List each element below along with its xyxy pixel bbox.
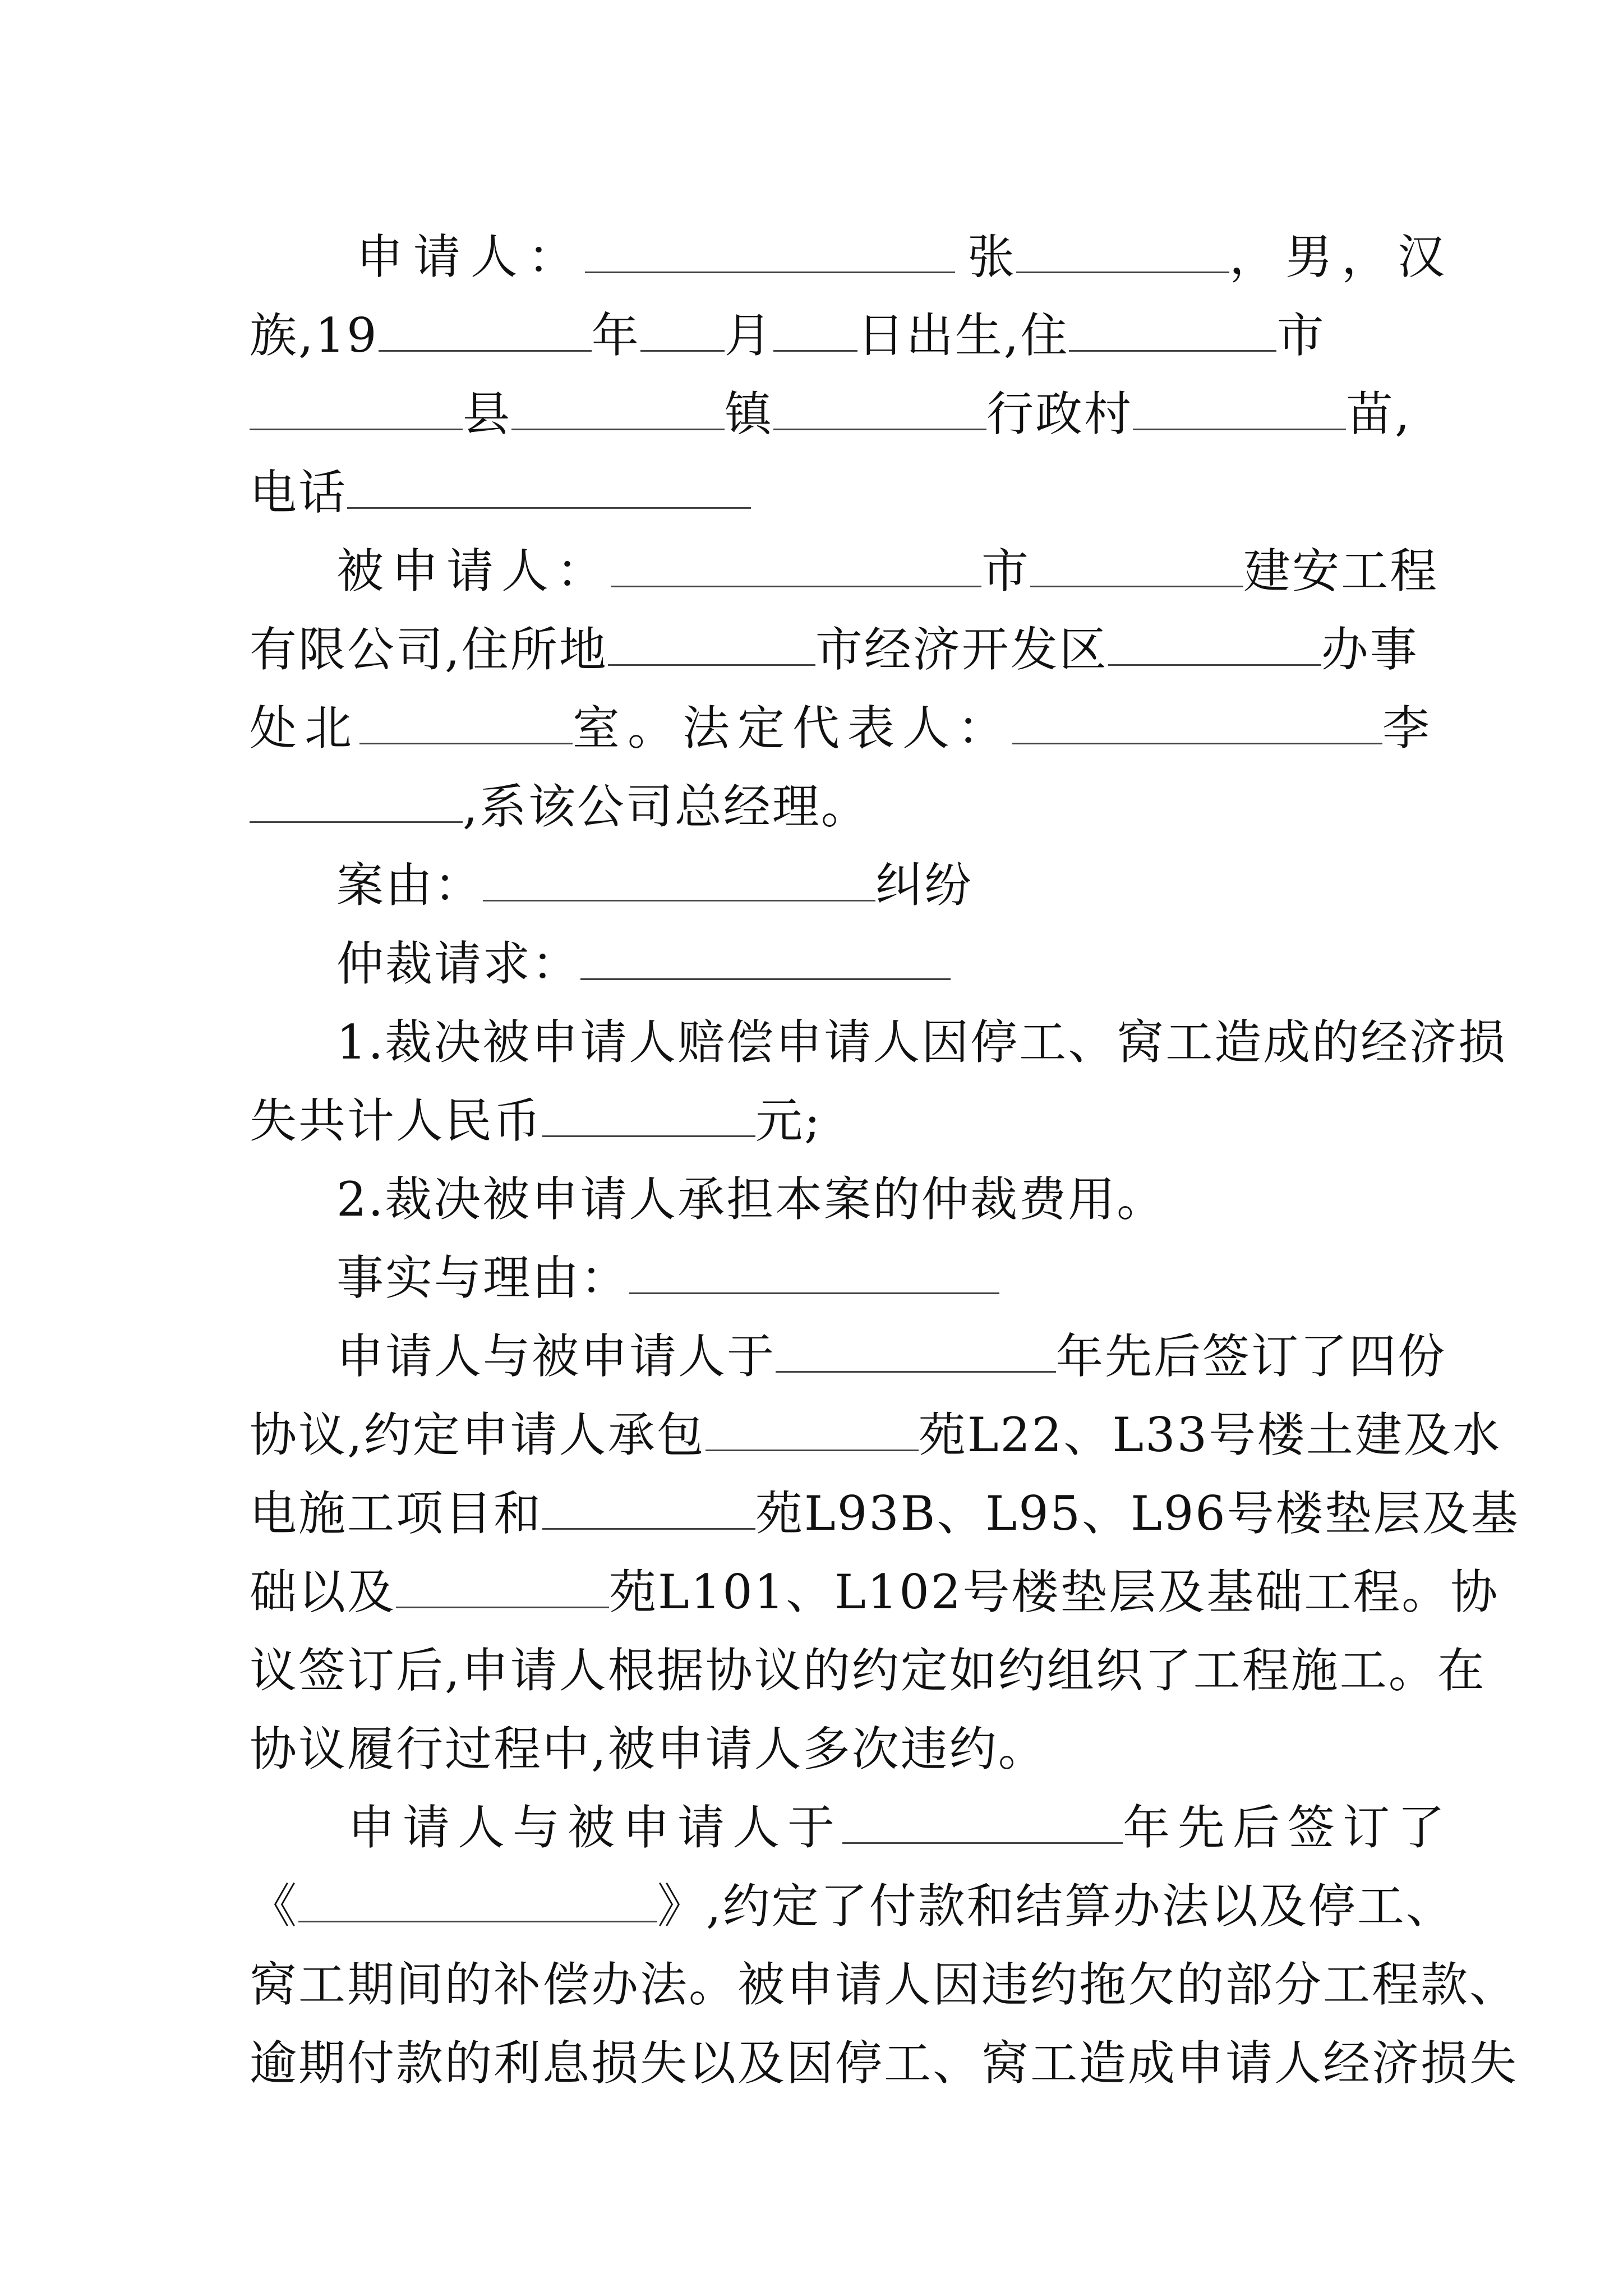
facts-line-3 xyxy=(250,1474,1520,1553)
facts-line-1 xyxy=(250,1317,1447,1396)
blank xyxy=(511,392,725,430)
text: 苗, xyxy=(1346,386,1412,441)
text: 申请人与被申请人于 xyxy=(336,1329,776,1384)
text: 镇 xyxy=(725,386,774,441)
text: 协议履行过程中,被申请人多次违约。 xyxy=(250,1722,1047,1777)
blank xyxy=(1030,549,1243,587)
text: 》,约定了付款和结算办法以及停工、 xyxy=(657,1879,1455,1934)
claim-2-line xyxy=(250,1160,1394,1239)
text: 市 xyxy=(1276,308,1326,363)
blank xyxy=(611,549,981,587)
blank xyxy=(298,1884,657,1922)
text: 电施工项目和 xyxy=(250,1486,543,1541)
text: 处北 xyxy=(250,701,360,756)
text: 1.裁决被申请人赔偿申请人因停工、窝工造成的经济损 xyxy=(336,1015,1507,1070)
claim-1-line-1 xyxy=(250,1003,1507,1082)
respondent-line-2 xyxy=(250,610,1419,689)
respondent-line-4 xyxy=(250,767,1394,846)
text: 有限公司,住所地 xyxy=(250,622,608,677)
blank xyxy=(396,1570,609,1608)
facts-heading xyxy=(250,1239,1394,1317)
text: 《 xyxy=(250,1879,299,1934)
text: ，男，汉 xyxy=(1229,229,1454,284)
blank xyxy=(1069,313,1276,352)
text: 办事 xyxy=(1321,622,1419,677)
blank xyxy=(842,1805,1123,1844)
text: 年 xyxy=(591,308,640,363)
claim-1-line-2 xyxy=(250,1082,1394,1160)
facts-line-4 xyxy=(250,1553,1500,1631)
facts-line-9 xyxy=(250,1945,1519,2024)
text: 础以及 xyxy=(250,1565,396,1619)
facts-line-6 xyxy=(250,1710,1394,1788)
blank xyxy=(250,392,463,430)
blank xyxy=(580,941,951,980)
blank xyxy=(776,1334,1056,1373)
blank xyxy=(359,706,573,744)
text: 李 xyxy=(1382,701,1432,756)
text: 元; xyxy=(755,1093,822,1148)
cause-label: 案由： xyxy=(336,858,483,913)
text: 苑L93B、L95、L96号楼垫层及基 xyxy=(755,1486,1520,1541)
text: 苑L22、L33号楼土建及水 xyxy=(918,1407,1502,1462)
respondent-label: 被申请人： xyxy=(336,544,612,599)
text: 2.裁决被申请人承担本案的仲裁费用。 xyxy=(336,1172,1166,1227)
facts-line-7 xyxy=(250,1788,1453,1867)
text: 市 xyxy=(981,544,1031,599)
text: 年先后签订了 xyxy=(1123,1800,1453,1855)
applicant-line-4 xyxy=(250,453,1394,532)
text: 申请人与被申请人于 xyxy=(348,1800,843,1855)
claims-heading xyxy=(250,924,1394,1003)
facts-line-8 xyxy=(250,1867,1455,1945)
text: 纠纷 xyxy=(875,858,974,913)
applicant-line-1 xyxy=(250,218,1454,296)
claims-label: 仲裁请求： xyxy=(336,936,581,991)
text: 月 xyxy=(724,308,773,363)
respondent-line-1 xyxy=(250,532,1439,610)
text: 市经济开发区 xyxy=(815,622,1108,677)
blank xyxy=(542,1491,755,1530)
cause-line xyxy=(250,846,1394,924)
blank xyxy=(773,392,986,430)
blank xyxy=(640,313,725,352)
blank xyxy=(773,313,857,352)
text: 电话 xyxy=(250,465,348,520)
blank xyxy=(706,1412,919,1451)
blank xyxy=(483,863,875,901)
text: 逾期付款的利息损失以及因停工、窝工造成申请人经济损失 xyxy=(250,2036,1519,2091)
applicant-line-2 xyxy=(250,296,1394,375)
blank xyxy=(585,234,955,273)
text: ,系该公司总经理。 xyxy=(463,779,870,834)
phone-blank xyxy=(347,470,751,509)
facts-line-2 xyxy=(250,1396,1502,1474)
facts-line-5 xyxy=(250,1631,1486,1710)
text: 张 xyxy=(967,229,1017,284)
text: 建安工程 xyxy=(1243,544,1439,599)
facts-label: 事实与理由： xyxy=(336,1250,630,1305)
text: 日出生,住 xyxy=(857,308,1069,363)
blank xyxy=(1012,706,1382,744)
blank xyxy=(1133,392,1346,430)
applicant-line-3 xyxy=(250,375,1412,453)
text: 议签订后,申请人根据协议的约定如约组织了工程施工。在 xyxy=(250,1643,1486,1698)
blank xyxy=(379,313,592,352)
text: 协议,约定申请人承包 xyxy=(250,1407,706,1462)
blank xyxy=(629,1255,999,1294)
respondent-line-3 xyxy=(250,689,1432,767)
text: 室。法定代表人： xyxy=(573,701,1013,756)
text: 县 xyxy=(463,386,512,441)
blank xyxy=(250,784,463,823)
text: 族,19 xyxy=(250,308,379,363)
blank xyxy=(1016,234,1229,273)
text: 年先后签订了四份 xyxy=(1056,1329,1447,1384)
applicant-label: 申请人： xyxy=(356,229,585,284)
text: 苑L101、L102号楼垫层及基础工程。协 xyxy=(609,1565,1500,1619)
text: 失共计人民币 xyxy=(250,1093,543,1148)
document-page xyxy=(250,218,1520,2102)
text: 行政村 xyxy=(986,386,1133,441)
blank xyxy=(542,1098,755,1137)
text: 窝工期间的补偿办法。被申请人因违约拖欠的部分工程款、 xyxy=(250,1957,1519,2012)
blank xyxy=(1108,627,1321,666)
blank xyxy=(608,627,815,666)
facts-line-10 xyxy=(250,2024,1519,2102)
